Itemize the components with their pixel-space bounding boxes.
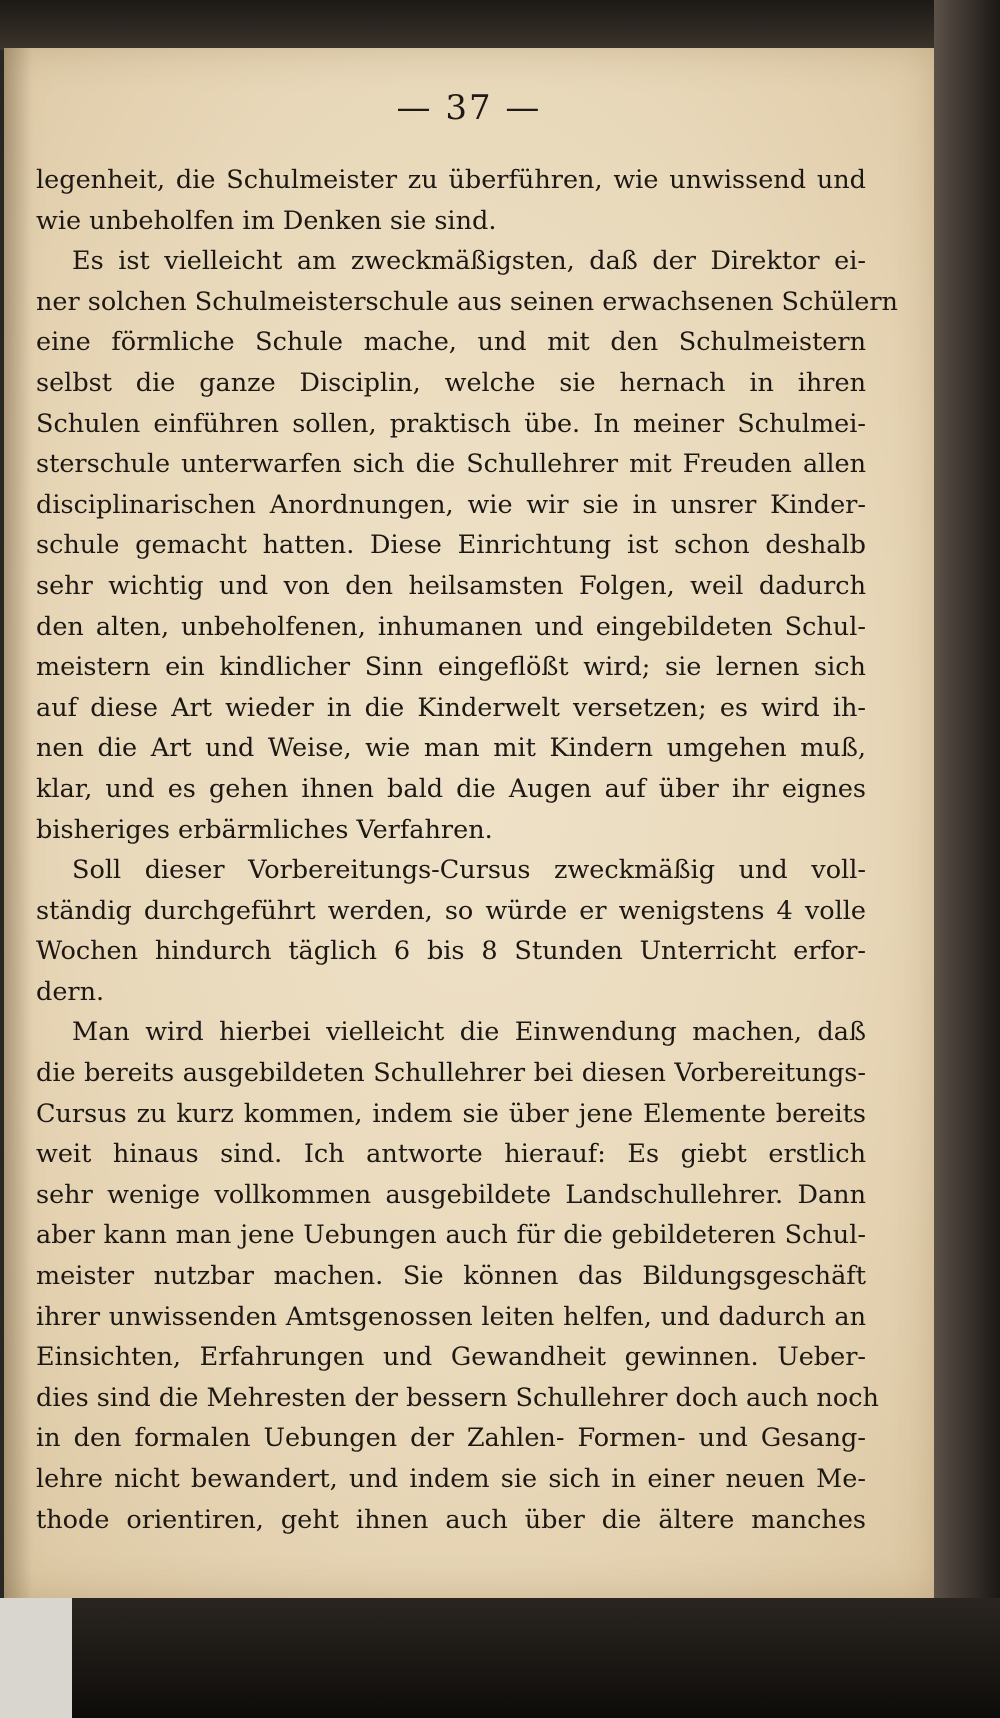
text-line: Es ist vielleicht am zweckmäßigsten, daß der Direktor ei- — [72, 246, 866, 277]
text-line: die bereits ausgebildeten Schullehrer bei diesen Vorbereitungs- — [36, 1058, 866, 1089]
text-line: thode orientiren, geht ihnen auch über die ältere manches — [36, 1504, 866, 1535]
text-line: Cursus zu kurz kommen, indem sie über jene Elemente bereits — [36, 1098, 866, 1129]
text-line: bisheriges erbärmliches Verfahren. — [36, 814, 493, 845]
text-line: Einsichten, Erfahrungen und Gewandheit gewinnen. Ueber- — [36, 1342, 866, 1373]
text-line: schule gemacht hatten. Diese Einrichtung ist schon deshalb — [36, 530, 866, 561]
scan-background-strip — [0, 1598, 72, 1718]
spine-shadow — [4, 48, 32, 1598]
text-line: wie unbeholfen im Denken sie sind. — [36, 205, 497, 236]
book-page — [4, 48, 934, 1598]
text-line: meister nutzbar machen. Sie können das Bildungsgeschäft — [36, 1261, 866, 1292]
text-line: Schulen einführen sollen, praktisch übe. In meiner Schulmei- — [36, 408, 866, 439]
text-line: klar, und es gehen ihnen bald die Augen auf über ihr eignes — [36, 773, 866, 804]
text-line: meistern ein kindlicher Sinn eingeflößt wird; sie lernen sich — [36, 652, 866, 683]
scan-background-bottom — [0, 1598, 1000, 1718]
scan-background-top — [0, 0, 1000, 50]
text-line: ner solchen Schulmeisterschule aus seinen erwachsenen Schülern — [36, 286, 898, 317]
text-line: sterschule unterwarfen sich die Schullehrer mit Freuden allen — [36, 449, 866, 480]
text-line: den alten, unbeholfenen, inhumanen und eingebildeten Schul- — [36, 611, 866, 642]
text-line: lehre nicht bewandert, und indem sie sich in einer neuen Me- — [36, 1464, 866, 1494]
text-line: weit hinaus sind. Ich antworte hierauf: Es giebt erstlich — [36, 1139, 866, 1170]
text-line: auf diese Art wieder in die Kinderwelt versetzen; es wird ih- — [36, 692, 866, 723]
text-line: ständig durchgeführt werden, so würde er wenigstens 4 volle — [36, 895, 866, 926]
text-line: ihrer unwissenden Amtsgenossen leiten helfen, und dadurch an — [36, 1301, 866, 1332]
text-line: sehr wichtig und von den heilsamsten Folgen, weil dadurch — [36, 570, 866, 601]
text-line: aber kann man jene Uebungen auch für die gebildeteren Schul- — [36, 1220, 866, 1251]
text-line: Wochen hindurch täglich 6 bis 8 Stunden Unterricht erfor- — [36, 936, 866, 967]
text-line: Soll dieser Vorbereitungs-Cursus zweckmäßig und voll- — [72, 855, 866, 886]
text-line: sehr wenige vollkommen ausgebildete Landschullehrer. Dann — [36, 1179, 866, 1210]
text-line: in den formalen Uebungen der Zahlen- Formen- und Gesang- — [36, 1423, 866, 1454]
page-text — [36, 160, 898, 1540]
text-line: selbst die ganze Disciplin, welche sie hernach in ihren — [36, 367, 866, 398]
text-line: dern. — [36, 976, 105, 1007]
text-line: Man wird hierbei vielleicht die Einwendung machen, daß — [72, 1017, 866, 1048]
text-line: disciplinarischen Anordnungen, wie wir sie in unsrer Kinder- — [36, 489, 866, 520]
text-line: dies sind die Mehresten der bessern Schullehrer doch auch noch — [36, 1382, 879, 1413]
scan-background-right — [934, 0, 1000, 1718]
text-line: legenheit, die Schulmeister zu überführen, wie unwissend und — [36, 165, 866, 195]
text-line: nen die Art und Weise, wie man mit Kindern umgehen muß, — [36, 733, 866, 764]
page-number: — 37 — — [396, 88, 542, 128]
text-line: eine förmliche Schule mache, und mit den Schulmeistern — [36, 327, 866, 358]
